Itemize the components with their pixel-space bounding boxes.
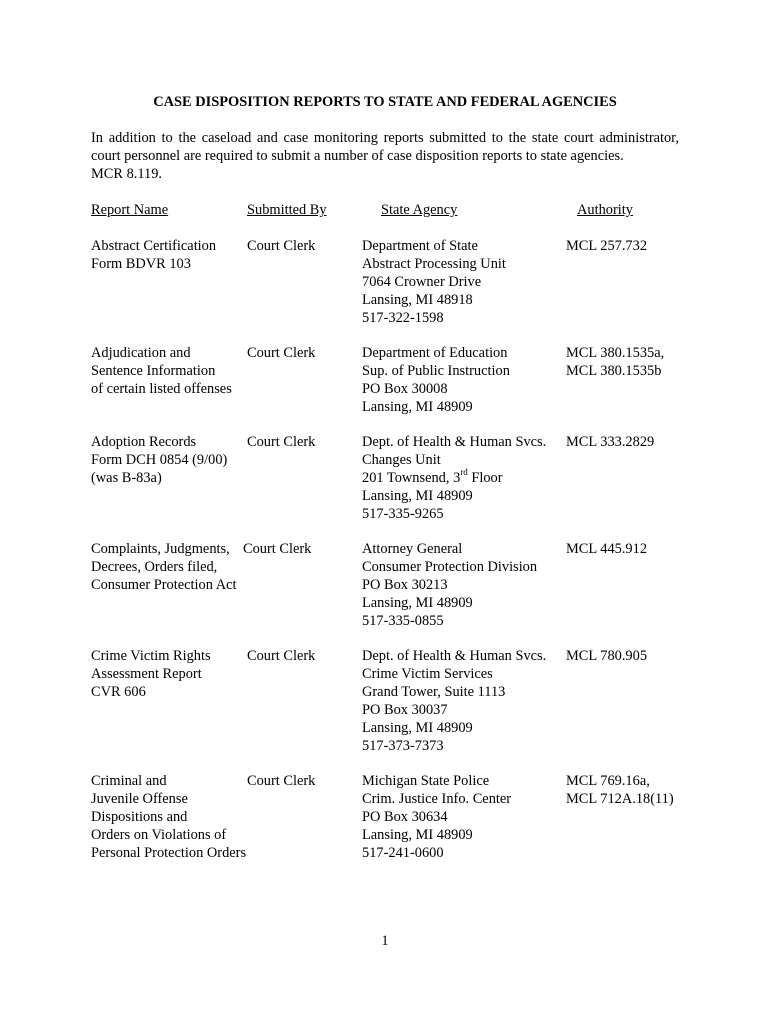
- header-submitted-by: Submitted By: [247, 202, 327, 218]
- row-4-submitted-by: Court Clerk: [247, 648, 316, 664]
- intro-paragraph: In addition to the caseload and case monitoring reports submitted to the state court administrator, court personnel are required to submit a number of case disposition reports to state agencies.: [91, 130, 679, 164]
- row-3-authority: MCL 445.912: [566, 541, 648, 557]
- row-2-report-name: Adoption Records Form DCH 0854 (9/00) (was B-83a): [91, 434, 228, 486]
- row-3-report-name: Complaints, Judgments, Decrees, Orders filed, Consumer Protection Act: [91, 541, 237, 593]
- header-report-name: Report Name: [91, 202, 169, 218]
- row-2-submitted-by: Court Clerk: [247, 434, 316, 450]
- row-5-report-name: Criminal and Juvenile Offense Dispositions and Orders on Violations of Personal Protection Orders: [91, 773, 247, 861]
- row-1-authority: MCL 380.1535a, MCL 380.1535b: [566, 345, 665, 379]
- row-5-authority: MCL 769.16a, MCL 712A.18(11): [566, 773, 674, 807]
- row-3-agency: Attorney General Consumer Protection Division PO Box 30213 Lansing, MI 48909 517-335-0855: [362, 541, 538, 629]
- row-0-agency: Department of State Abstract Processing Unit 7064 Crowner Drive Lansing, MI 48918 517-322-1598: [362, 238, 506, 326]
- row-4-agency: Dept. of Health & Human Svcs. Crime Victim Services Grand Tower, Suite 1113 PO Box 30037 Lansing, MI 48909 517-373-7373: [362, 648, 547, 754]
- page-number: 1: [381, 933, 389, 949]
- document-title: CASE DISPOSITION REPORTS TO STATE AND FEDERAL AGENCIES: [153, 94, 617, 110]
- row-3-submitted-by: Court Clerk: [243, 541, 312, 557]
- row-1-submitted-by: Court Clerk: [247, 345, 316, 361]
- row-0-report-name: Abstract Certification Form BDVR 103: [91, 238, 217, 272]
- row-0-submitted-by: Court Clerk: [247, 238, 316, 254]
- row-2-agency: Dept. of Health & Human Svcs. Changes Unit 201 Townsend, 3rd Floor Lansing, MI 48909 517-335-9265: [362, 434, 547, 522]
- row-5-agency: Michigan State Police Crim. Justice Info. Center PO Box 30634 Lansing, MI 48909 517-241-0600: [362, 773, 512, 861]
- intro-citation: MCR 8.119.: [91, 166, 163, 182]
- row-1-agency: Department of Education Sup. of Public Instruction PO Box 30008 Lansing, MI 48909: [362, 345, 510, 415]
- header-authority: Authority: [577, 202, 633, 218]
- row-4-authority: MCL 780.905: [566, 648, 648, 664]
- row-1-report-name: Adjudication and Sentence Information of certain listed offenses: [91, 345, 232, 397]
- row-2-authority: MCL 333.2829: [566, 434, 655, 450]
- row-5-submitted-by: Court Clerk: [247, 773, 316, 789]
- row-4-report-name: Crime Victim Rights Assessment Report CVR 606: [91, 648, 211, 700]
- row-0-authority: MCL 257.732: [566, 238, 648, 254]
- header-state-agency: State Agency: [381, 202, 458, 218]
